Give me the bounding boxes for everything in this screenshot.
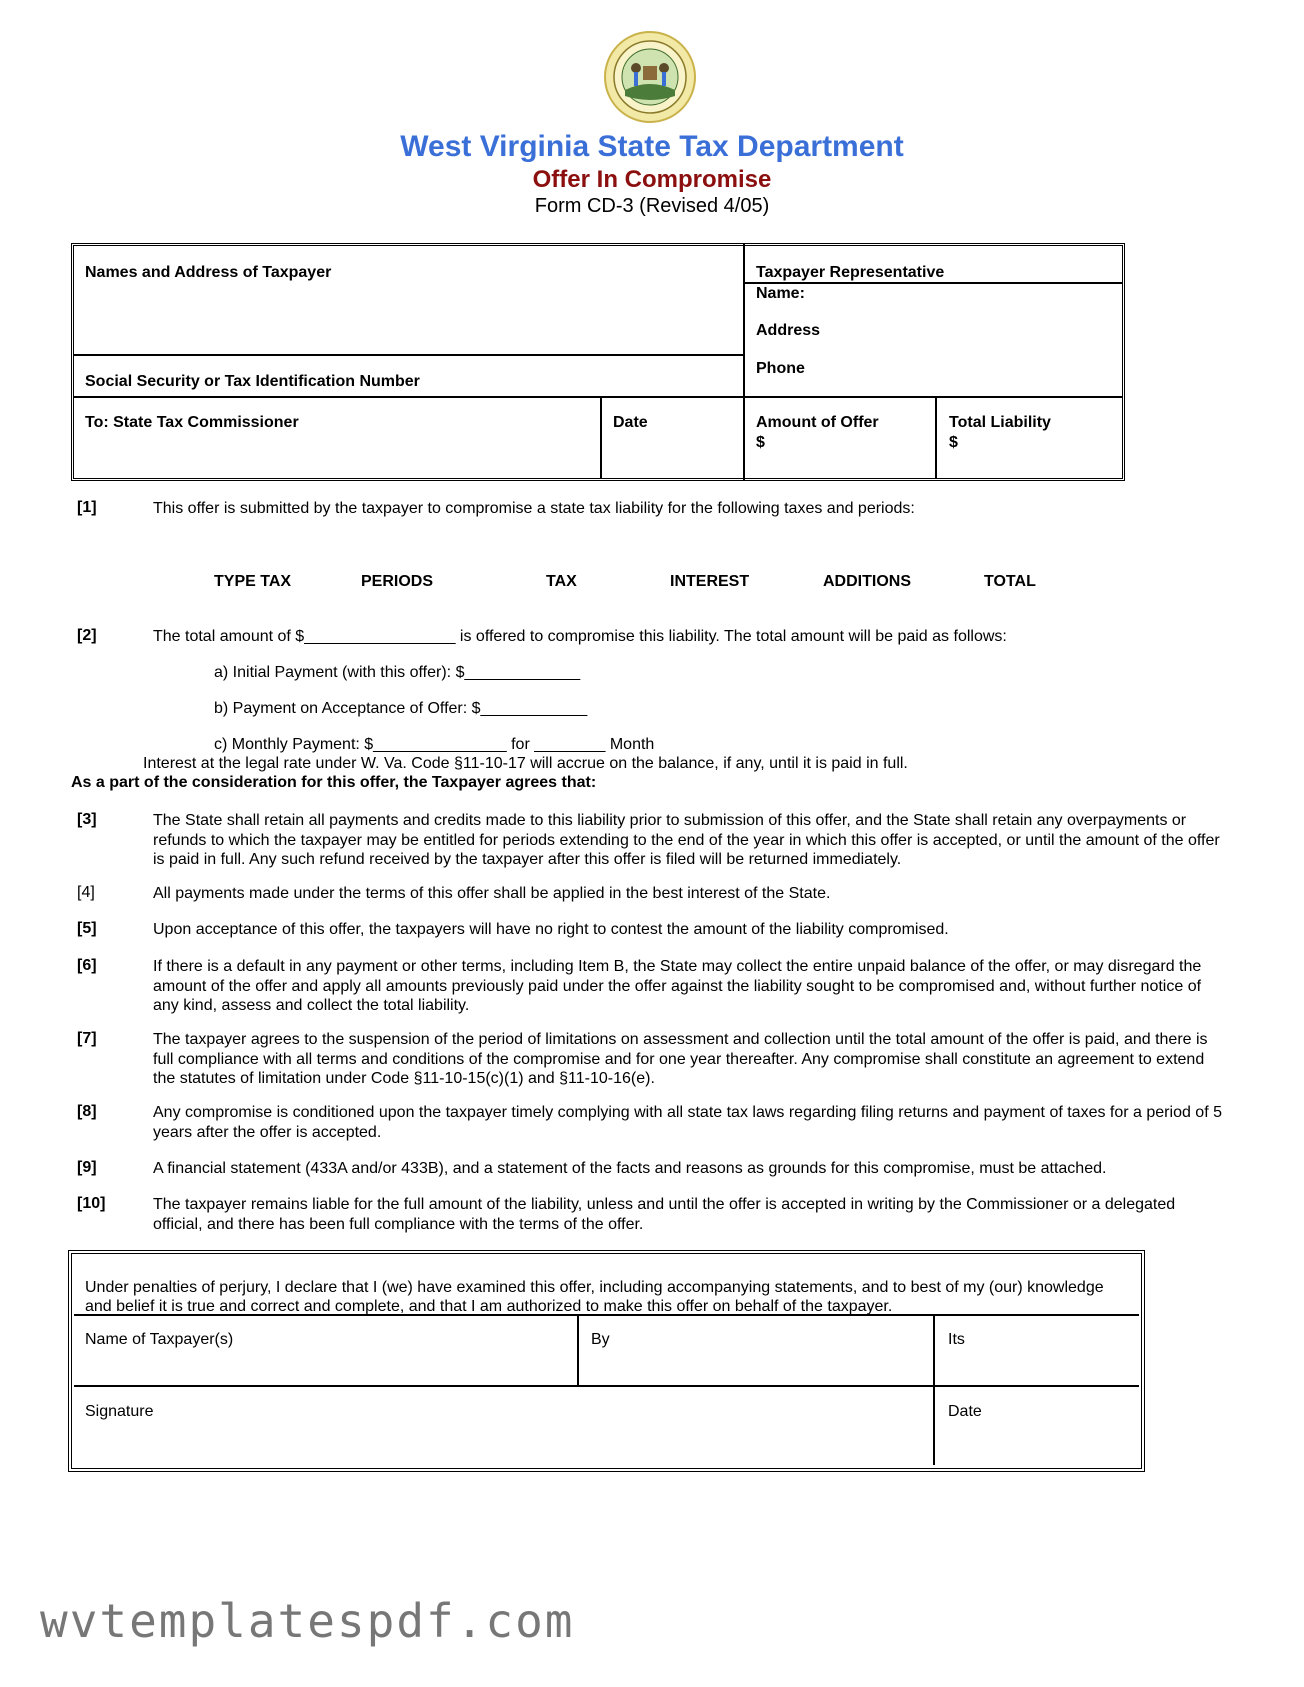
item-number: [4] bbox=[77, 884, 95, 901]
item-number: [7] bbox=[77, 1030, 97, 1047]
item-text: If there is a default in any payment or other terms, including Item B, the State may collect the entire unpaid balance of the offer, or may disregard the amount of the offer and apply all amounts previously paid under the offer against the liability sought to be compromised and, without further notice of any kind, assess and collect the total liability. bbox=[153, 958, 1202, 1014]
initial-payment-line: a) Initial Payment (with this offer): $_____________ bbox=[214, 664, 581, 681]
monthly-payment-line: c) Monthly Payment: $_______________ for ________ Month bbox=[214, 736, 655, 753]
item-number: [3] bbox=[77, 811, 97, 828]
item-text: Any compromise is conditioned upon the taxpayer timely complying with all state tax laws regarding filing returns and payment of taxes for a period of 5 years after the offer is accepted. bbox=[153, 1104, 1222, 1141]
item-number: [8] bbox=[77, 1103, 97, 1120]
item-number: [10] bbox=[77, 1195, 106, 1212]
item-text: All payments made under the terms of this offer shall be applied in the best interest of the State. bbox=[153, 885, 831, 902]
form-number: Form CD-3 (Revised 4/05) bbox=[534, 195, 770, 217]
names-address-label: Names and Address of Taxpayer bbox=[85, 264, 332, 281]
date-label: Date bbox=[613, 414, 648, 431]
col-tax: TAX bbox=[546, 573, 577, 590]
department-title: West Virginia State Tax Department bbox=[400, 130, 904, 163]
perjury-declaration: Under penalties of perjury, I declare that I (we) have examined this offer, including accompanying statements, and to best of my (our) knowledge and belief it is true and correct and complete, and that I am authorized to make this offer on behalf of the taxpayer. bbox=[85, 1279, 1104, 1315]
its-label: Its bbox=[948, 1331, 965, 1348]
acceptance-payment-line: b) Payment on Acceptance of Offer: $____________ bbox=[214, 700, 588, 717]
interest-note: Interest at the legal rate under W. Va. Code §11-10-17 will accrue on the balance, if any, until it is paid in full. bbox=[143, 755, 908, 772]
item-text: The taxpayer remains liable for the full amount of the liability, unless and until the offer is accepted in writing by the Commissioner or a delegated official, and there has been full compliance with the terms of the offer. bbox=[153, 1196, 1176, 1233]
state-seal-logo bbox=[603, 30, 697, 124]
signature-label: Signature bbox=[85, 1403, 154, 1420]
rep-title-label: Taxpayer Representative bbox=[756, 264, 945, 281]
item-text: The State shall retain all payments and credits made to this liability prior to submission of this offer, and the State shall retain any overpayments or refunds to which the taxpayer may be entitled for periods extending to the end of the year in which this offer is accepted, or until the amount of the offer is paid in full. Any such refund received by the taxpayer after this offer is filed will be returned immediately. bbox=[153, 812, 1220, 868]
total-liability-label: Total Liability bbox=[949, 414, 1051, 431]
taxpayer-name-label: Name of Taxpayer(s) bbox=[85, 1331, 234, 1348]
consideration-heading: As a part of the consideration for this offer, the Taxpayer agrees that: bbox=[71, 774, 597, 791]
form-title: Offer In Compromise bbox=[532, 166, 772, 193]
item-text: The taxpayer agrees to the suspension of the period of limitations on assessment and collection until the total amount of the offer is paid, and there is full compliance with all terms and conditions of the compromise and for one year thereafter. Any compromise shall constitute an agreement to extend the statutes of limitation under Code §11-10-15(c)(1) and §11-10-16(e). bbox=[153, 1031, 1208, 1087]
item-text: This offer is submitted by the taxpayer to compromise a state tax liability for the following taxes and periods: bbox=[153, 500, 915, 517]
item-number: [2] bbox=[77, 627, 97, 644]
rep-address-label: Address bbox=[756, 322, 821, 339]
to-commissioner-label: To: State Tax Commissioner bbox=[85, 414, 299, 431]
amount-offer-currency: $ bbox=[756, 434, 765, 451]
rep-phone-label: Phone bbox=[756, 360, 805, 377]
watermark: wvtemplatespdf.com bbox=[40, 1594, 575, 1648]
item-text: The total amount of $_________________ is offered to compromise this liability. The total amount will be paid as follows: bbox=[153, 628, 1007, 645]
by-label: By bbox=[591, 1331, 610, 1348]
item-number: [6] bbox=[77, 957, 97, 974]
ssn-label: Social Security or Tax Identification Number bbox=[85, 373, 420, 390]
col-periods: PERIODS bbox=[361, 573, 434, 590]
item-text: Upon acceptance of this offer, the taxpayers will have no right to contest the amount of the liability compromised. bbox=[153, 921, 949, 938]
col-total: TOTAL bbox=[984, 573, 1036, 590]
signature-date-label: Date bbox=[948, 1403, 982, 1420]
item-number: [5] bbox=[77, 920, 97, 937]
total-liability-currency: $ bbox=[949, 434, 958, 451]
col-interest: INTEREST bbox=[670, 573, 750, 590]
col-type-tax: TYPE TAX bbox=[214, 573, 292, 590]
col-additions: ADDITIONS bbox=[823, 573, 911, 590]
rep-name-label: Name: bbox=[756, 285, 805, 302]
item-number: [1] bbox=[77, 499, 97, 516]
amount-offer-label: Amount of Offer bbox=[756, 414, 879, 431]
item-text: A financial statement (433A and/or 433B), and a statement of the facts and reasons as grounds for this compromise, must be attached. bbox=[153, 1160, 1107, 1177]
item-number: [9] bbox=[77, 1159, 97, 1176]
